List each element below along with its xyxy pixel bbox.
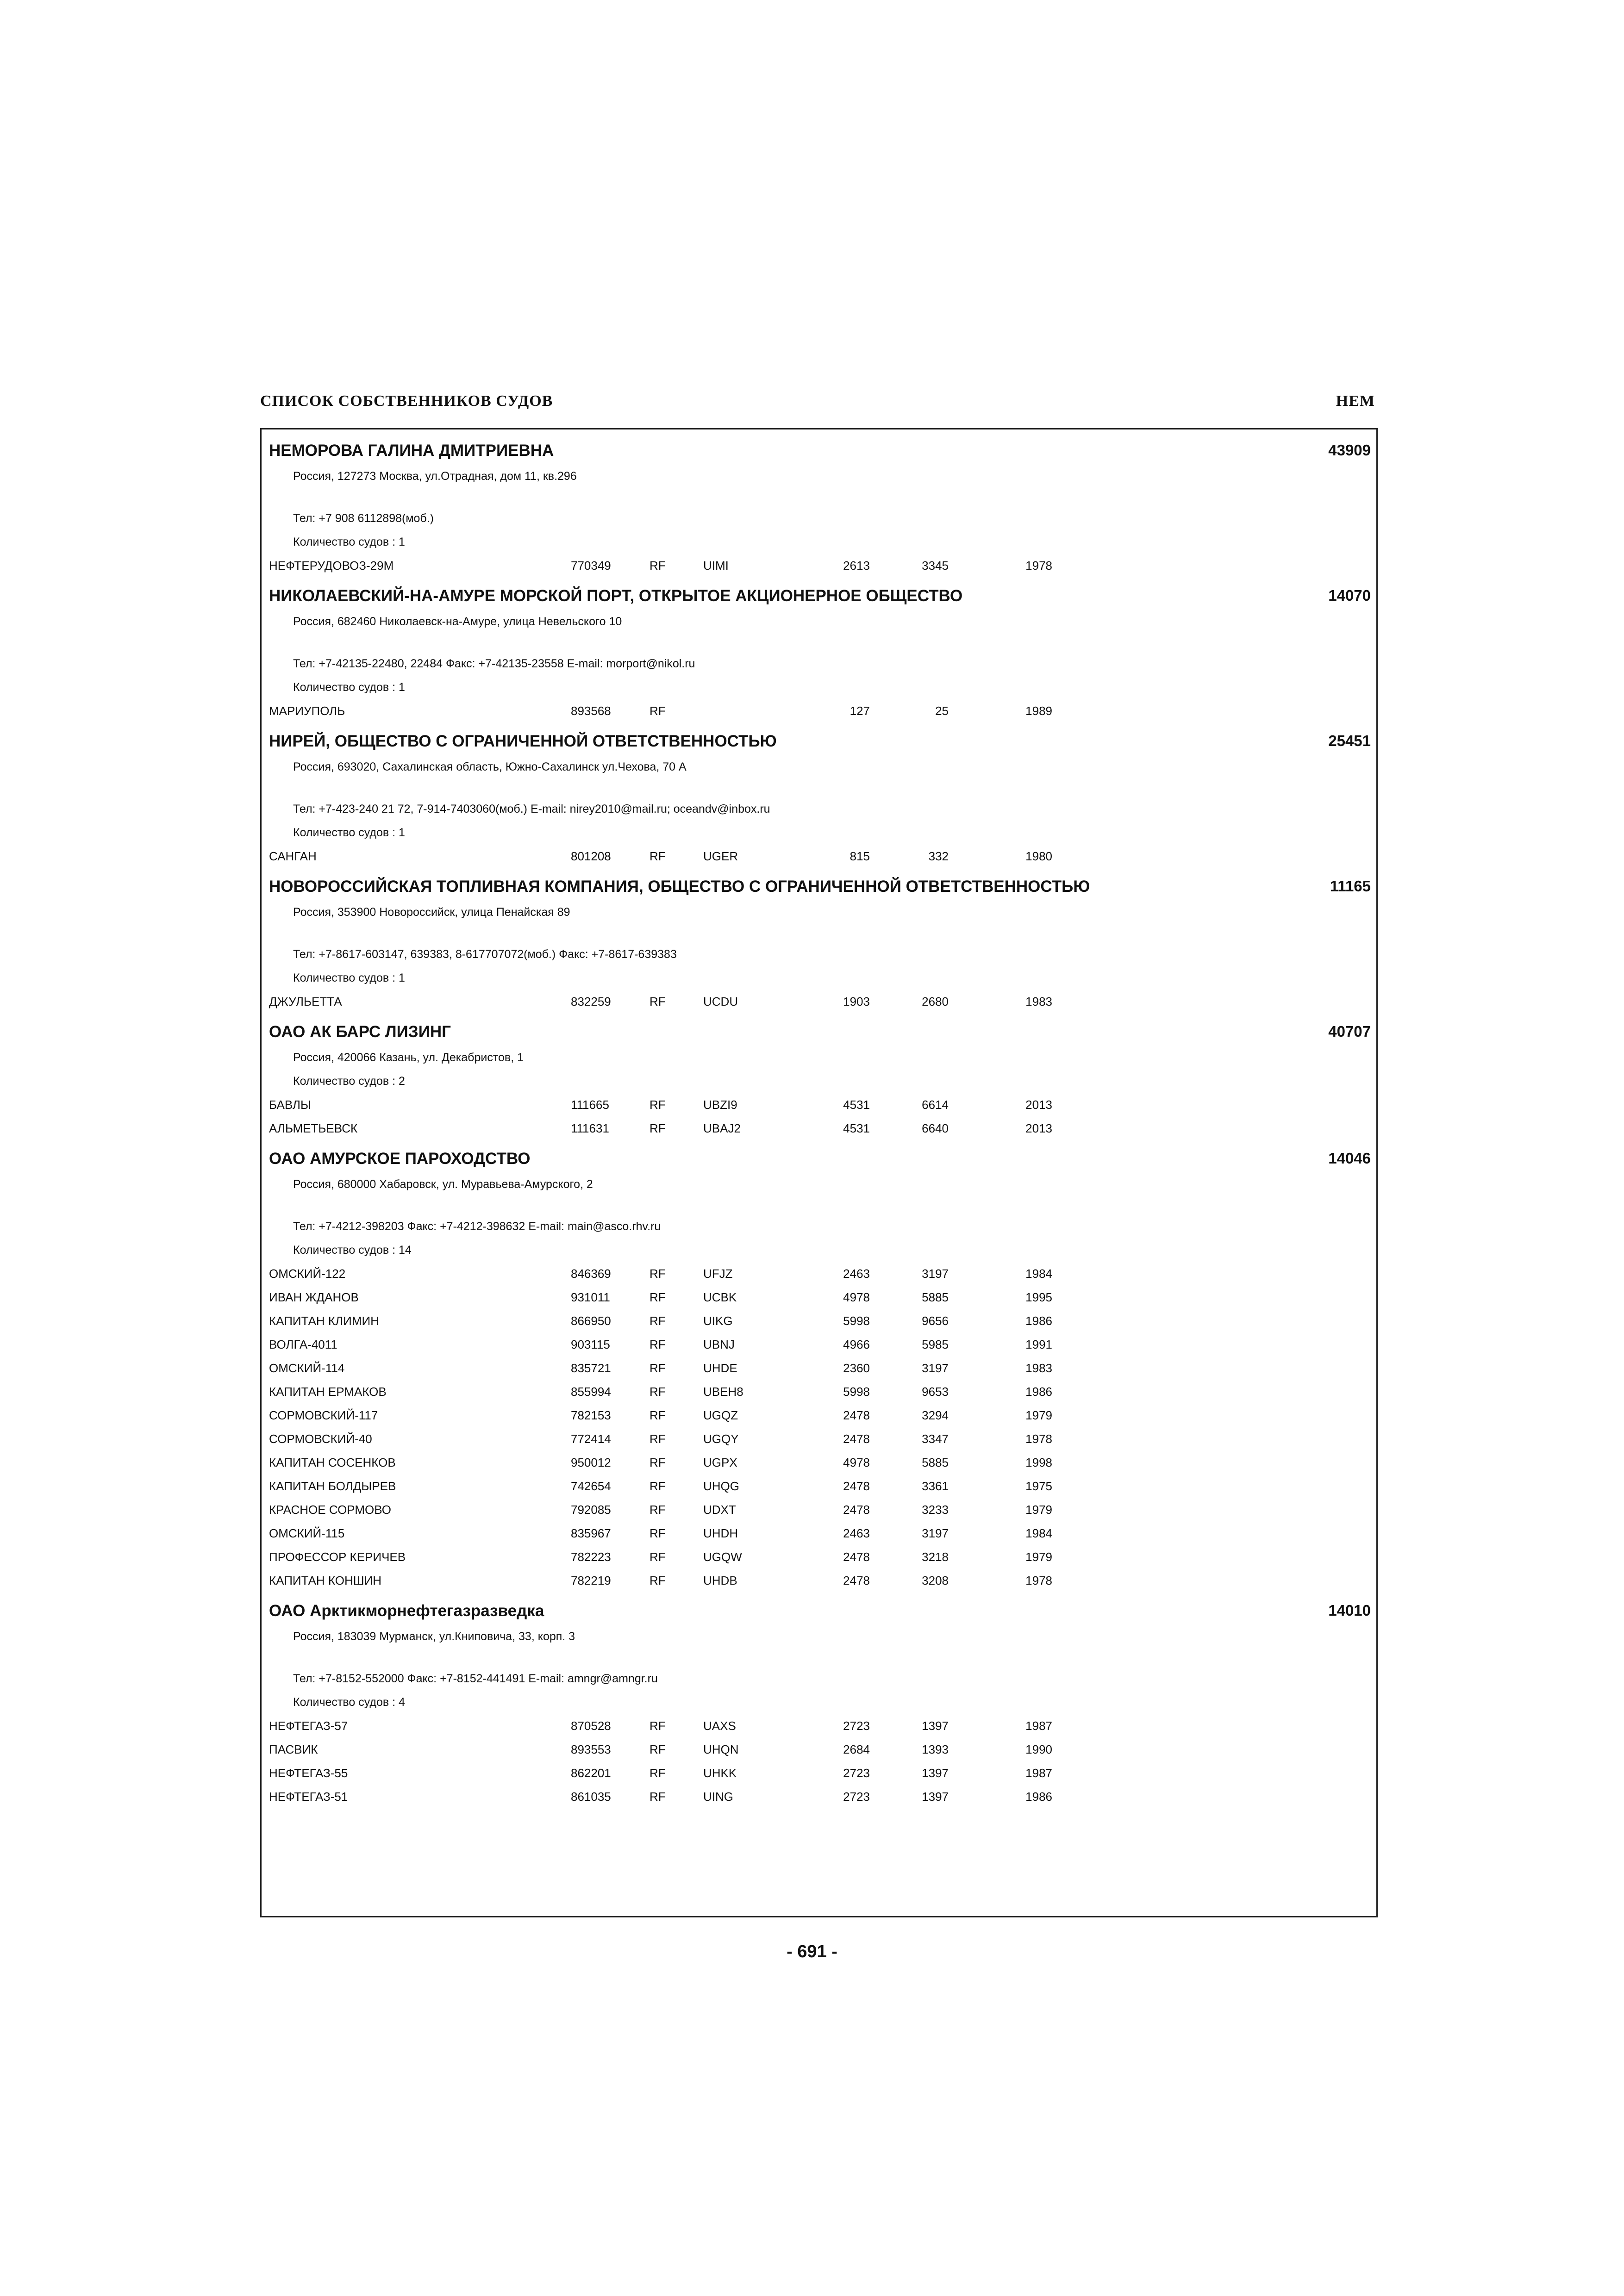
spacer (269, 1649, 1371, 1667)
vessel-gross-tonnage: 2463 (843, 1526, 870, 1540)
vessel-gross-tonnage: 2478 (843, 1574, 870, 1587)
vessel-gross-tonnage: 2478 (843, 1550, 870, 1564)
vessel-flag: RF (650, 1432, 666, 1446)
vessel-gross-tonnage: 2463 (843, 1267, 870, 1281)
vessel-flag: RF (650, 849, 666, 863)
vessel-number: 772414 (571, 1432, 611, 1446)
owner-contacts: Тел: +7 908 6112898(моб.) (293, 512, 434, 525)
owner-id: 40707 (1328, 1023, 1371, 1040)
spacer (269, 488, 1371, 507)
owner-id: 43909 (1328, 442, 1371, 459)
owner-header (269, 1602, 1371, 1625)
vessel-year: 1984 (1025, 1267, 1052, 1281)
owner-name: НИКОЛАЕВСКИЙ-НА-АМУРЕ МОРСКОЙ ПОРТ, ОТКРЫТОЕ АКЦИОНЕРНОЕ ОБЩЕСТВО (269, 587, 963, 605)
vessel-callsign: UGER (703, 849, 738, 863)
vessel-row (269, 845, 1371, 868)
entry-gap (269, 1809, 1371, 1818)
vessel-flag: RF (650, 1408, 666, 1422)
vessel-callsign: UAXS (703, 1719, 736, 1733)
vessel-year: 1989 (1025, 704, 1052, 718)
vessel-gross-tonnage: 2478 (843, 1479, 870, 1493)
vessel-name: СОРМОВСКИЙ-40 (269, 1432, 372, 1446)
vessel-name: КАПИТАН КЛИМИН (269, 1314, 379, 1328)
vessel-number: 832259 (571, 995, 611, 1008)
vessel-number: 835721 (571, 1361, 611, 1375)
vessel-count: Количество судов : 1 (293, 535, 405, 548)
vessel-callsign: UHKK (703, 1766, 737, 1780)
vessel-flag: RF (650, 1503, 666, 1517)
vessel-callsign: UBNJ (703, 1338, 735, 1351)
vessel-year: 1995 (1025, 1290, 1052, 1304)
vessel-flag: RF (650, 704, 666, 718)
vessel-callsign: UING (703, 1790, 733, 1804)
vessel-number: 111665 (571, 1098, 609, 1112)
owner-name: НИРЕЙ, ОБЩЕСТВО С ОГРАНИЧЕННОЙ ОТВЕТСТВЕННОСТЬЮ (269, 732, 777, 750)
vessel-number: 870528 (571, 1719, 611, 1733)
vessel-number: 862201 (571, 1766, 611, 1780)
entry-gap (269, 1014, 1371, 1023)
vessel-year: 1986 (1025, 1314, 1052, 1328)
vessel-gross-tonnage: 4978 (843, 1290, 870, 1304)
owner-address: Россия, 682460 Николаевск-на-Амуре, улица Невельского 10 (293, 615, 622, 628)
vessel-row (269, 1498, 1371, 1522)
vessel-deadweight: 3197 (922, 1526, 949, 1540)
vessel-year: 1991 (1025, 1338, 1052, 1351)
vessel-name: КАПИТАН ЕРМАКОВ (269, 1385, 387, 1399)
vessel-number: 782153 (571, 1408, 611, 1422)
owner-address: Россия, 353900 Новороссийск, улица Пенайская 89 (293, 906, 570, 919)
vessel-callsign: UIMI (703, 559, 729, 572)
vessel-row (269, 1738, 1371, 1761)
vessel-row (269, 699, 1371, 723)
vessel-flag: RF (650, 1121, 666, 1135)
vessel-gross-tonnage: 4978 (843, 1456, 870, 1469)
owner-address: Россия, 693020, Сахалинская область, Южно-Сахалинск ул.Чехова, 70 А (293, 760, 687, 773)
vessel-deadweight: 3294 (922, 1408, 949, 1422)
vessel-deadweight: 1397 (922, 1790, 949, 1804)
vessel-name: ОМСКИЙ-114 (269, 1361, 345, 1375)
vessel-number: 931011 (571, 1290, 610, 1304)
vessel-deadweight: 3197 (922, 1361, 949, 1375)
vessel-year: 1983 (1025, 995, 1052, 1008)
vessel-gross-tonnage: 5998 (843, 1314, 870, 1328)
owner-address: Россия, 420066 Казань, ул. Декабристов, 1 (293, 1051, 524, 1064)
vessel-year: 1975 (1025, 1479, 1052, 1493)
vessel-name: ОМСКИЙ-122 (269, 1267, 346, 1281)
vessel-gross-tonnage: 4531 (843, 1098, 870, 1112)
owner-header (269, 1150, 1371, 1173)
vessel-number: 792085 (571, 1503, 611, 1517)
vessel-year: 1978 (1025, 1574, 1052, 1587)
vessel-name: НЕФТЕГАЗ-55 (269, 1766, 348, 1780)
vessel-number: 866950 (571, 1314, 611, 1328)
owner-header (269, 587, 1371, 610)
vessel-flag: RF (650, 1526, 666, 1540)
vessel-year: 1986 (1025, 1790, 1052, 1804)
vessel-year: 2013 (1025, 1098, 1052, 1112)
vessel-flag: RF (650, 995, 666, 1008)
vessel-number: 782223 (571, 1550, 611, 1564)
vessel-row (269, 1117, 1371, 1140)
owner-contacts: Тел: +7-4212-398203 Факс: +7-4212-398632 E-mail: main@asco.rhv.ru (293, 1220, 661, 1233)
vessel-row (269, 1356, 1371, 1380)
vessel-row (269, 1286, 1371, 1309)
vessel-number: 835967 (571, 1526, 611, 1540)
vessel-number: 893568 (571, 704, 611, 718)
owner-contacts: Тел: +7-8152-552000 Факс: +7-8152-441491 E-mail: amngr@amngr.ru (293, 1672, 658, 1685)
vessel-year: 1979 (1025, 1503, 1052, 1517)
vessel-row (269, 1522, 1371, 1545)
vessel-row (269, 1427, 1371, 1451)
vessel-name: ПАСВИК (269, 1742, 318, 1756)
page-header-code: НЕМ (1336, 392, 1375, 410)
owner-header (269, 732, 1371, 755)
vessel-flag: RF (650, 1479, 666, 1493)
vessel-name: МАРИУПОЛЬ (269, 704, 345, 718)
vessel-name: БАВЛЫ (269, 1098, 311, 1112)
vessel-year: 1987 (1025, 1766, 1052, 1780)
vessel-callsign: UHQN (703, 1742, 739, 1756)
vessel-name: НЕФТЕГАЗ-51 (269, 1790, 348, 1804)
vessel-name: НЕФТЕГАЗ-57 (269, 1719, 348, 1733)
owners-frame (260, 428, 1378, 1917)
vessel-flag: RF (650, 1290, 666, 1304)
vessel-year: 1980 (1025, 849, 1052, 863)
vessel-deadweight: 9653 (922, 1385, 949, 1399)
vessel-year: 1984 (1025, 1526, 1052, 1540)
vessel-deadweight: 3197 (922, 1267, 949, 1281)
vessel-row (269, 1545, 1371, 1569)
page-header-title: СПИСОК СОБСТВЕННИКОВ СУДОВ (260, 392, 553, 410)
vessel-deadweight: 2680 (922, 995, 949, 1008)
owner-contacts: Тел: +7-423-240 21 72, 7-914-7403060(моб.) E-mail: nirey2010@mail.ru; oceandv@inbox.ru (293, 803, 770, 815)
vessel-callsign: UDXT (703, 1503, 736, 1517)
vessel-name: ИВАН ЖДАНОВ (269, 1290, 359, 1304)
vessel-flag: RF (650, 1550, 666, 1564)
vessel-deadweight: 5885 (922, 1456, 949, 1469)
vessel-gross-tonnage: 2478 (843, 1432, 870, 1446)
vessel-callsign: UGQZ (703, 1408, 738, 1422)
vessel-flag: RF (650, 1314, 666, 1328)
vessel-callsign: UHDB (703, 1574, 737, 1587)
owner-id: 14010 (1328, 1602, 1371, 1619)
vessel-row (269, 1569, 1371, 1593)
vessel-gross-tonnage: 2723 (843, 1766, 870, 1780)
owner-id: 25451 (1328, 732, 1371, 749)
vessel-gross-tonnage: 1903 (843, 995, 870, 1008)
vessel-count: Количество судов : 1 (293, 681, 405, 694)
vessel-number: 903115 (571, 1338, 610, 1351)
owner-entry (269, 587, 1371, 732)
spacer (269, 779, 1371, 797)
vessel-gross-tonnage: 127 (849, 704, 870, 718)
spacer (269, 924, 1371, 943)
vessel-row (269, 1093, 1371, 1117)
vessel-deadweight: 25 (935, 704, 949, 718)
vessel-number: 770349 (571, 559, 611, 572)
vessel-deadweight: 9656 (922, 1314, 949, 1328)
vessel-flag: RF (650, 1719, 666, 1733)
vessel-gross-tonnage: 2723 (843, 1790, 870, 1804)
vessel-row (269, 554, 1371, 578)
vessel-name: АЛЬМЕТЬЕВСК (269, 1121, 358, 1135)
owner-entry (269, 1150, 1371, 1602)
vessel-name: КАПИТАН СОСЕНКОВ (269, 1456, 396, 1469)
owner-name: НОВОРОССИЙСКАЯ ТОПЛИВНАЯ КОМПАНИЯ, ОБЩЕСТВО С ОГРАНИЧЕННОЙ ОТВЕТСТВЕННОСТЬЮ (269, 877, 1090, 896)
vessel-callsign: UBZI9 (703, 1098, 737, 1112)
vessel-gross-tonnage: 815 (849, 849, 870, 863)
vessel-count: Количество судов : 1 (293, 826, 405, 839)
vessel-year: 1979 (1025, 1408, 1052, 1422)
vessel-row (269, 1475, 1371, 1498)
vessel-callsign: UBEH8 (703, 1385, 743, 1399)
vessel-callsign: UFJZ (703, 1267, 733, 1281)
page-header (260, 392, 1378, 414)
vessel-row (269, 1404, 1371, 1427)
page-number: - 691 - (787, 1942, 837, 1961)
vessel-flag: RF (650, 1790, 666, 1804)
vessel-deadweight: 3347 (922, 1432, 949, 1446)
vessel-name: ДЖУЛЬЕТТА (269, 995, 342, 1008)
owner-address: Россия, 183039 Мурманск, ул.Книповича, 33, корп. 3 (293, 1630, 575, 1643)
owner-id: 14070 (1328, 587, 1371, 604)
owner-name: ОАО Арктикморнефтегазразведка (269, 1602, 544, 1620)
vessel-flag: RF (650, 1385, 666, 1399)
vessel-deadweight: 3218 (922, 1550, 949, 1564)
vessel-name: КАПИТАН КОНШИН (269, 1574, 382, 1587)
vessel-gross-tonnage: 2684 (843, 1742, 870, 1756)
vessel-callsign: UCDU (703, 995, 738, 1008)
vessel-year: 1979 (1025, 1550, 1052, 1564)
owner-header (269, 1023, 1371, 1046)
owner-address: Россия, 680000 Хабаровск, ул. Муравьева-Амурского, 2 (293, 1178, 593, 1191)
owner-entry (269, 442, 1371, 587)
vessel-row (269, 1380, 1371, 1404)
vessel-deadweight: 3345 (922, 559, 949, 572)
vessel-flag: RF (650, 1766, 666, 1780)
vessel-name: ОМСКИЙ-115 (269, 1526, 345, 1540)
entry-gap (269, 1593, 1371, 1602)
vessel-gross-tonnage: 2360 (843, 1361, 870, 1375)
vessel-name: СОРМОВСКИЙ-117 (269, 1408, 378, 1422)
vessel-callsign: UBAJ2 (703, 1121, 741, 1135)
vessel-callsign: UHQG (703, 1479, 739, 1493)
vessel-callsign: UGPX (703, 1456, 737, 1469)
vessel-callsign: UHDE (703, 1361, 737, 1375)
vessel-deadweight: 6640 (922, 1121, 949, 1135)
vessel-year: 1986 (1025, 1385, 1052, 1399)
vessel-deadweight: 1393 (922, 1742, 949, 1756)
vessel-callsign: UHDH (703, 1526, 738, 1540)
vessel-year: 1987 (1025, 1719, 1052, 1733)
vessel-row (269, 1785, 1371, 1809)
owner-contacts: Тел: +7-8617-603147, 639383, 8-617707072(моб.) Факс: +7-8617-639383 (293, 948, 677, 961)
spacer (269, 1196, 1371, 1215)
vessel-gross-tonnage: 2478 (843, 1408, 870, 1422)
owner-header (269, 442, 1371, 465)
vessel-deadweight: 3208 (922, 1574, 949, 1587)
owner-contacts: Тел: +7-42135-22480, 22484 Факс: +7-42135-23558 E-mail: morport@nikol.ru (293, 657, 695, 670)
vessel-year: 1990 (1025, 1742, 1052, 1756)
vessel-deadweight: 1397 (922, 1766, 949, 1780)
vessel-flag: RF (650, 1574, 666, 1587)
owners-list (269, 442, 1371, 1818)
vessel-row (269, 1309, 1371, 1333)
vessel-deadweight: 332 (928, 849, 949, 863)
vessel-gross-tonnage: 2723 (843, 1719, 870, 1733)
vessel-count: Количество судов : 1 (293, 971, 405, 984)
vessel-count: Количество судов : 4 (293, 1696, 405, 1709)
vessel-gross-tonnage: 4966 (843, 1338, 870, 1351)
owner-id: 14046 (1328, 1150, 1371, 1167)
vessel-year: 1978 (1025, 1432, 1052, 1446)
vessel-name: ВОЛГА-4011 (269, 1338, 337, 1351)
owner-id: 11165 (1330, 877, 1371, 895)
vessel-deadweight: 5885 (922, 1290, 949, 1304)
vessel-year: 1998 (1025, 1456, 1052, 1469)
owner-entry (269, 732, 1371, 877)
vessel-flag: RF (650, 1267, 666, 1281)
entry-gap (269, 723, 1371, 732)
vessel-callsign: UCBK (703, 1290, 737, 1304)
vessel-callsign: UGQY (703, 1432, 739, 1446)
owner-address: Россия, 127273 Москва, ул.Отрадная, дом 11, кв.296 (293, 470, 577, 483)
vessel-flag: RF (650, 1361, 666, 1375)
vessel-number: 111631 (571, 1121, 609, 1135)
vessel-number: 846369 (571, 1267, 611, 1281)
vessel-number: 893553 (571, 1742, 611, 1756)
vessel-flag: RF (650, 1098, 666, 1112)
owner-name: ОАО АМУРСКОЕ ПАРОХОДСТВО (269, 1150, 531, 1168)
owner-entry (269, 1023, 1371, 1150)
vessel-row (269, 1262, 1371, 1286)
entry-gap (269, 868, 1371, 877)
vessel-deadweight: 6614 (922, 1098, 949, 1112)
vessel-number: 861035 (571, 1790, 611, 1804)
vessel-gross-tonnage: 4531 (843, 1121, 870, 1135)
owner-entry (269, 877, 1371, 1023)
vessel-number: 855994 (571, 1385, 611, 1399)
vessel-count: Количество судов : 14 (293, 1244, 412, 1257)
vessel-number: 950012 (571, 1456, 611, 1469)
vessel-number: 782219 (571, 1574, 611, 1587)
vessel-deadweight: 3233 (922, 1503, 949, 1517)
vessel-gross-tonnage: 2478 (843, 1503, 870, 1517)
vessel-name: НЕФТЕРУДОВОЗ-29М (269, 559, 394, 572)
vessel-year: 1978 (1025, 559, 1052, 572)
vessel-year: 1983 (1025, 1361, 1052, 1375)
vessel-callsign: UIKG (703, 1314, 733, 1328)
vessel-row (269, 1451, 1371, 1475)
owner-header (269, 877, 1371, 901)
vessel-row (269, 1333, 1371, 1356)
vessel-flag: RF (650, 559, 666, 572)
vessel-deadweight: 1397 (922, 1719, 949, 1733)
vessel-number: 742654 (571, 1479, 611, 1493)
vessel-gross-tonnage: 2613 (843, 559, 870, 572)
entry-gap (269, 1140, 1371, 1150)
vessel-flag: RF (650, 1338, 666, 1351)
vessel-row (269, 1714, 1371, 1738)
vessel-year: 2013 (1025, 1121, 1052, 1135)
entry-gap (269, 578, 1371, 587)
vessel-count: Количество судов : 2 (293, 1075, 405, 1088)
vessel-deadweight: 5985 (922, 1338, 949, 1351)
owner-name: ОАО АК БАРС ЛИЗИНГ (269, 1023, 451, 1041)
vessel-gross-tonnage: 5998 (843, 1385, 870, 1399)
owner-entry (269, 1602, 1371, 1818)
vessel-deadweight: 3361 (922, 1479, 949, 1493)
vessel-name: КАПИТАН БОЛДЫРЕВ (269, 1479, 396, 1493)
vessel-number: 801208 (571, 849, 611, 863)
vessel-row (269, 990, 1371, 1014)
vessel-name: КРАСНОЕ СОРМОВО (269, 1503, 391, 1517)
vessel-callsign: UGQW (703, 1550, 742, 1564)
vessel-name: САНГАН (269, 849, 317, 863)
vessel-row (269, 1761, 1371, 1785)
spacer (269, 634, 1371, 652)
owner-name: НЕМОРОВА ГАЛИНА ДМИТРИЕВНА (269, 442, 554, 460)
vessel-flag: RF (650, 1456, 666, 1469)
vessel-flag: RF (650, 1742, 666, 1756)
vessel-name: ПРОФЕССОР КЕРИЧЕВ (269, 1550, 406, 1564)
